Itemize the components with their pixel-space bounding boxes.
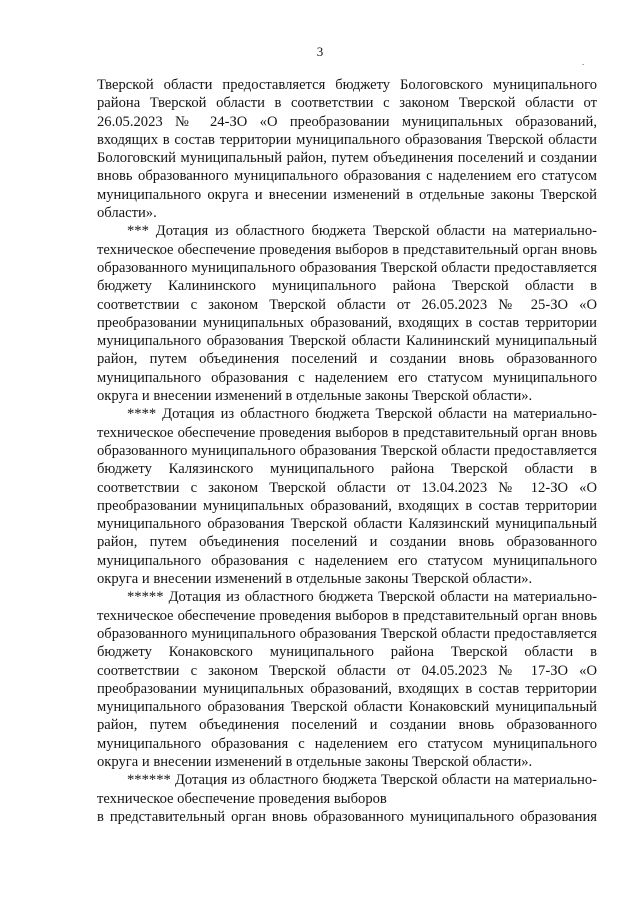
- footnote-4-kalyazinsky: **** Дотация из областного бюджета Тверской области на материально-техническое обеспечение проведения выборов в представительный орган вновь образованного муниципального образования Тверской области предоставляется бюджету Калязинского муниципального района Тверской области в соответствии с законом Тверской области от 13.04.2023 № 12-ЗО «О преобразовании муниципальных образований, входящих в состав территории муниципального образования Тверской области Калязинский муниципальный район, путем объединения поселений и создании вновь образованного муниципального образования с наделением его статусом муниципального округа и внесении изменений в отдельные законы Тверской области».: [97, 406, 597, 588]
- footnote-3-kalininsky: *** Дотация из областного бюджета Тверской области на материально-техническое обеспечение проведения выборов в представительный орган вновь образованного муниципального образования Тверской области предоставляется бюджету Калининского муниципального района Тверской области в соответствии с законом Тверской области от 26.05.2023 № 25-ЗО «О преобразовании муниципальных образований, входящих в состав территории муниципального образования Тверской области Калининский муниципальный район, путем объединения поселений и создании вновь образованного муниципального образования с наделением его статусом муниципального округа и внесении изменений в отдельные законы Тверской области».: [97, 223, 597, 405]
- footnote-6-last-visible-line: в представительный орган вновь образованного муниципального образования: [97, 808, 597, 825]
- footnote-6-start: ****** Дотация из областного бюджета Тверской области на материально-техническое обеспечение проведения выборов: [97, 772, 597, 807]
- footnote-5-konakovsky: ***** Дотация из областного бюджета Тверской области на материально-техническое обеспечение проведения выборов в представительный орган вновь образованного муниципального образования Тверской области предоставляется бюджету Конаковского муниципального района Тверской области в соответствии с законом Тверской области от 04.05.2023 № 17-ЗО «О преобразовании муниципальных образований, входящих в состав территории муниципального образования Тверской области Конаковский муниципальный район, путем объединения поселений и создании вновь образованного муниципального образования с наделением его статусом муниципального округа и внесении изменений в отдельные законы Тверской области».: [97, 589, 597, 770]
- corner-mark: .: [582, 57, 585, 67]
- page-number: 3: [316, 44, 324, 59]
- document-body: [97, 76, 597, 826]
- paragraph-continuation-bologovsky: Тверской области предоставляется бюджету Бологовского муниципального района Тверской области в соответствии с законом Тверской области от 26.05.2023 № 24-ЗО «О преобразовании муниципальных образований, входящих в состав территории муниципального образования Тверской области Бологовский муниципальный район, путем объединения поселений и создании вновь образованного муниципального образования с наделением его статусом муниципального округа и внесении изменений в отдельные законы Тверской области».: [97, 77, 597, 222]
